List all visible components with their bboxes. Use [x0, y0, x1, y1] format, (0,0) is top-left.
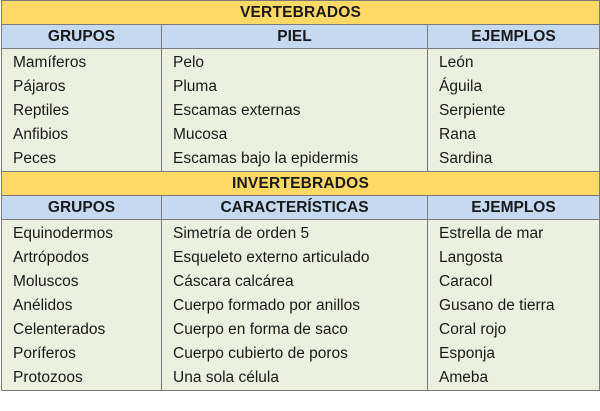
vertebrados-rows [2, 49, 600, 172]
invertebrados-section-header [2, 172, 600, 220]
ejemplo-cell: Langosta [428, 246, 600, 270]
grupo-cell: Peces [2, 147, 162, 172]
vertebrados-header-piel: PIEL [162, 25, 428, 49]
vertebrados-title: VERTEBRADOS [2, 1, 600, 25]
invertebrados-header-ejemplos: EJEMPLOS [428, 196, 600, 220]
ejemplo-cell: Gusano de tierra [428, 294, 600, 318]
table-row [2, 49, 600, 76]
table-row [2, 220, 600, 247]
table-row [2, 318, 600, 342]
vertebrados-column-headers [2, 25, 600, 49]
invertebrados-title: INVERTEBRADOS [2, 172, 600, 196]
caracteristica-cell: Simetría de orden 5 [162, 220, 428, 247]
ejemplo-cell: Sardina [428, 147, 600, 172]
piel-cell: Escamas bajo la epidermis [162, 147, 428, 172]
table-row [2, 366, 600, 391]
vertebrados-title-row [2, 1, 600, 25]
vertebrados-section-header [2, 1, 600, 49]
ejemplo-cell: Rana [428, 123, 600, 147]
table-row [2, 294, 600, 318]
invertebrados-column-headers [2, 196, 600, 220]
ejemplo-cell: Águila [428, 75, 600, 99]
ejemplo-cell: Coral rojo [428, 318, 600, 342]
table-row [2, 99, 600, 123]
caracteristica-cell: Cuerpo formado por anillos [162, 294, 428, 318]
grupo-cell: Artrópodos [2, 246, 162, 270]
grupo-cell: Anélidos [2, 294, 162, 318]
ejemplo-cell: Estrella de mar [428, 220, 600, 247]
piel-cell: Escamas externas [162, 99, 428, 123]
table-row [2, 270, 600, 294]
vertebrados-header-ejemplos: EJEMPLOS [428, 25, 600, 49]
ejemplo-cell: Caracol [428, 270, 600, 294]
ejemplo-cell: León [428, 49, 600, 76]
grupo-cell: Equinodermos [2, 220, 162, 247]
grupo-cell: Mamíferos [2, 49, 162, 76]
grupo-cell: Moluscos [2, 270, 162, 294]
caracteristica-cell: Cuerpo en forma de saco [162, 318, 428, 342]
piel-cell: Pelo [162, 49, 428, 76]
ejemplo-cell: Serpiente [428, 99, 600, 123]
table-row [2, 147, 600, 172]
table-row [2, 75, 600, 99]
invertebrados-title-row [2, 172, 600, 196]
ejemplo-cell: Esponja [428, 342, 600, 366]
piel-cell: Mucosa [162, 123, 428, 147]
grupo-cell: Anfibios [2, 123, 162, 147]
caracteristica-cell: Una sola célula [162, 366, 428, 391]
table-row [2, 342, 600, 366]
grupo-cell: Pájaros [2, 75, 162, 99]
caracteristica-cell: Cuerpo cubierto de poros [162, 342, 428, 366]
caracteristica-cell: Cáscara calcárea [162, 270, 428, 294]
caracteristica-cell: Esqueleto externo articulado [162, 246, 428, 270]
piel-cell: Pluma [162, 75, 428, 99]
ejemplo-cell: Ameba [428, 366, 600, 391]
grupo-cell: Celenterados [2, 318, 162, 342]
table-row [2, 246, 600, 270]
grupo-cell: Reptiles [2, 99, 162, 123]
table-row [2, 123, 600, 147]
vertebrados-header-grupos: GRUPOS [2, 25, 162, 49]
invertebrados-header-caracteristicas: CARACTERÍSTICAS [162, 196, 428, 220]
invertebrados-rows [2, 220, 600, 391]
grupo-cell: Poríferos [2, 342, 162, 366]
invertebrados-header-grupos: GRUPOS [2, 196, 162, 220]
grupo-cell: Protozoos [2, 366, 162, 391]
classification-table [1, 0, 600, 391]
